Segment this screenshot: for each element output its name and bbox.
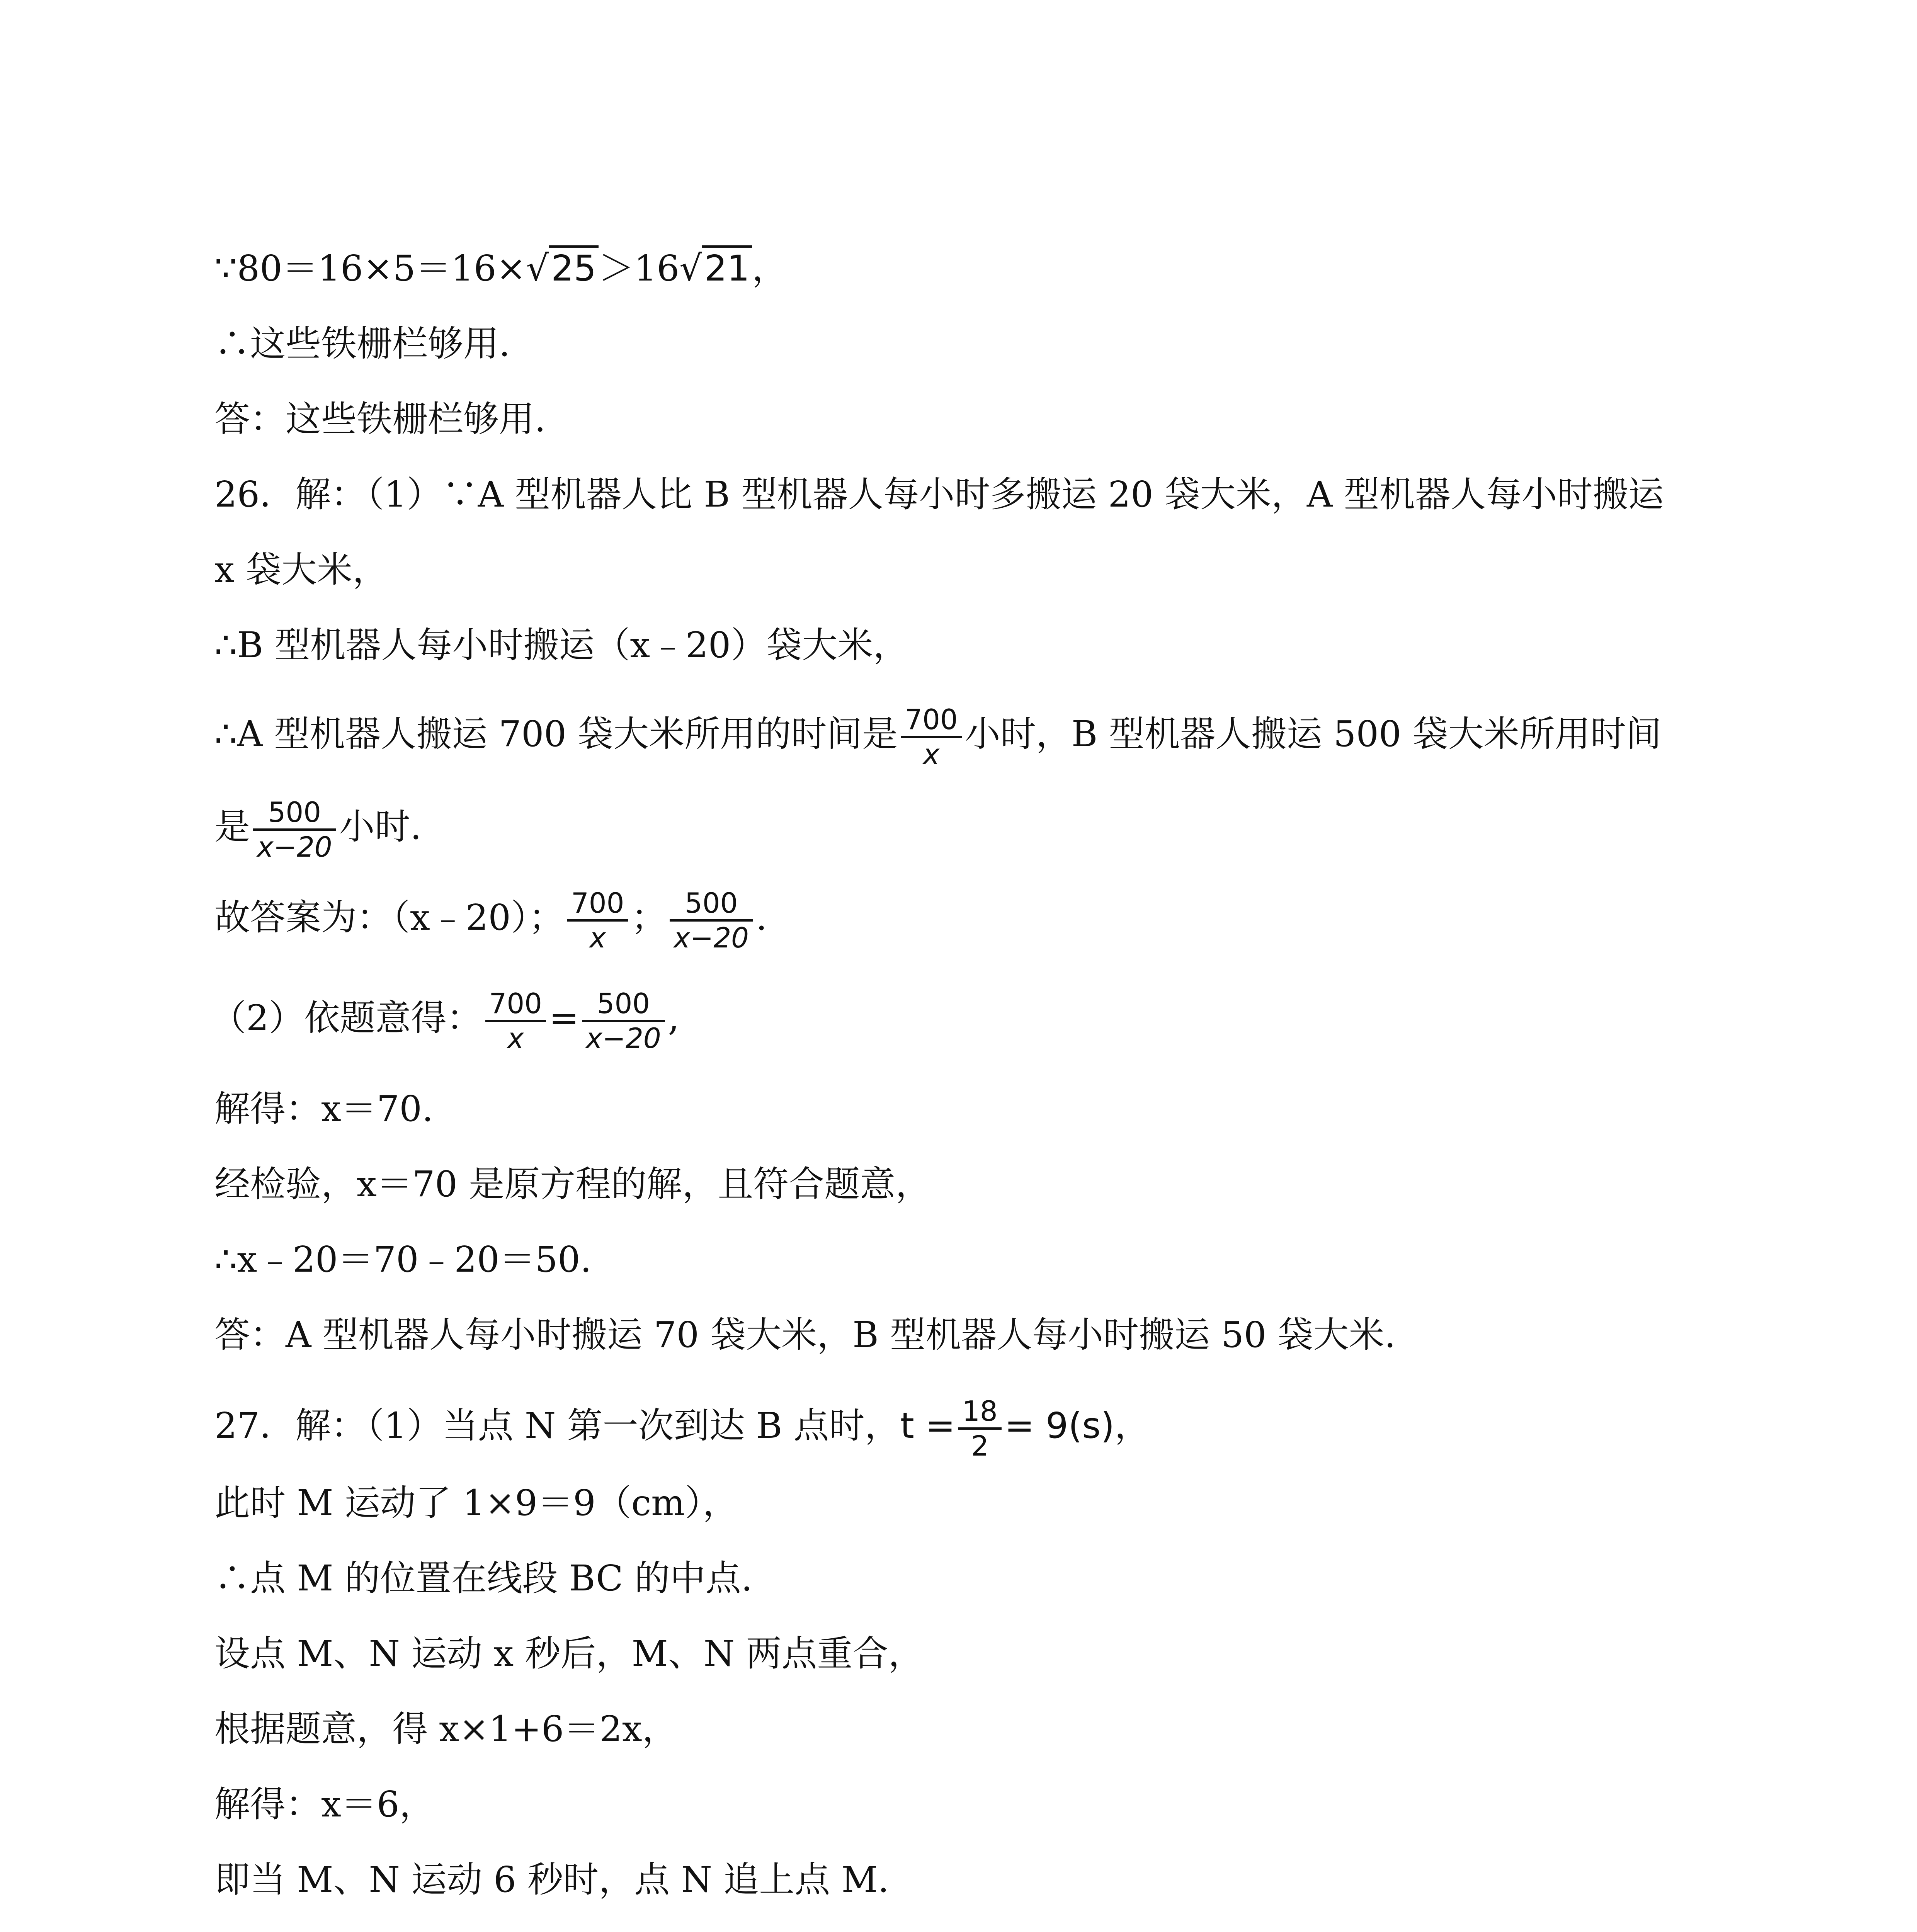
text-line-9: 故答案为：（x﹣20）； $\frac{700}{x}$ ； $\frac{500}{x-20}$ .	[214, 887, 767, 954]
text-line-6: ∴B 型机器人每小时搬运（x﹣20）袋大米，	[214, 624, 909, 666]
text-segment: ＞16	[599, 248, 680, 289]
text-line-14: 答：A 型机器人每小时搬运 70 袋大米，B 型机器人每小时搬运 50 袋大米.	[214, 1314, 1396, 1355]
fraction-500-x-20: $\frac{500}{x-20}$	[670, 887, 753, 954]
text-line-13: ∴x﹣20＝70﹣20＝50.	[214, 1239, 592, 1280]
fraction-500-x-20: $\frac{500}{x-20}$	[582, 987, 665, 1054]
text-line-10: （2）依题意得： $\frac{700}{x}$ = $\frac{500}{x-20}$ ,	[211, 987, 679, 1054]
text-segment: ，	[752, 248, 788, 289]
fraction-18-2: $\frac{18}{2}$	[958, 1395, 1002, 1462]
sqrt-21: √21	[679, 245, 752, 292]
text-line-3: 答：这些铁栅栏够用.	[214, 398, 546, 440]
fraction-500-x-20: $\frac{500}{x-20}$	[253, 796, 336, 863]
text-line-11: 解得：x＝70.	[214, 1088, 434, 1129]
text-line-18: 设点 M、N 运动 x 秒后，M、N 两点重合，	[214, 1633, 924, 1674]
text-line-12: 经检验，x＝70 是原方程的解，且符合题意，	[214, 1163, 931, 1205]
text-line-20: 解得：x＝6，	[214, 1784, 435, 1825]
text-line-19: 根据题意，得 x×1+6＝2x，	[214, 1708, 678, 1750]
text-line-5: x 袋大米，	[214, 549, 388, 590]
text-line-21: 即当 M、N 运动 6 秒时，点 N 追上点 M.	[214, 1859, 889, 1900]
sqrt-25: √25	[526, 245, 599, 292]
fraction-700-x: $\frac{700}{x}$	[567, 887, 628, 954]
text-line-4: 26．解：（1）∵A 型机器人比 B 型机器人每小时多搬运 20 袋大米，A 型机器人每小时搬运	[214, 474, 1664, 515]
text-line-2: ∴这些铁栅栏够用.	[214, 323, 510, 364]
text-segment: ∵80＝16×5＝16×	[214, 248, 526, 289]
text-line-1	[214, 245, 788, 292]
text-line-8: 是 $\frac{500}{x-20}$ 小时.	[214, 796, 422, 863]
text-line-16: 此时 M 运动了 1×9＝9（cm），	[214, 1482, 738, 1524]
text-line-17: ∴点 M 的位置在线段 BC 的中点.	[214, 1558, 753, 1599]
text-line-15: 27．解：（1）当点 N 第一次到达 B 点时，t = $\frac{18}{2}$ = 9(s)，	[214, 1395, 1150, 1462]
text-line-7: ∴A 型机器人搬运 700 袋大米所用的时间是 $\frac{700}{x}$ 小时，B 型机器人搬运 500 袋大米所用时间	[214, 703, 1662, 770]
fraction-700-x: $\frac{700}{x}$	[485, 987, 546, 1054]
fraction-700-x: $\frac{700}{x}$	[901, 703, 961, 770]
